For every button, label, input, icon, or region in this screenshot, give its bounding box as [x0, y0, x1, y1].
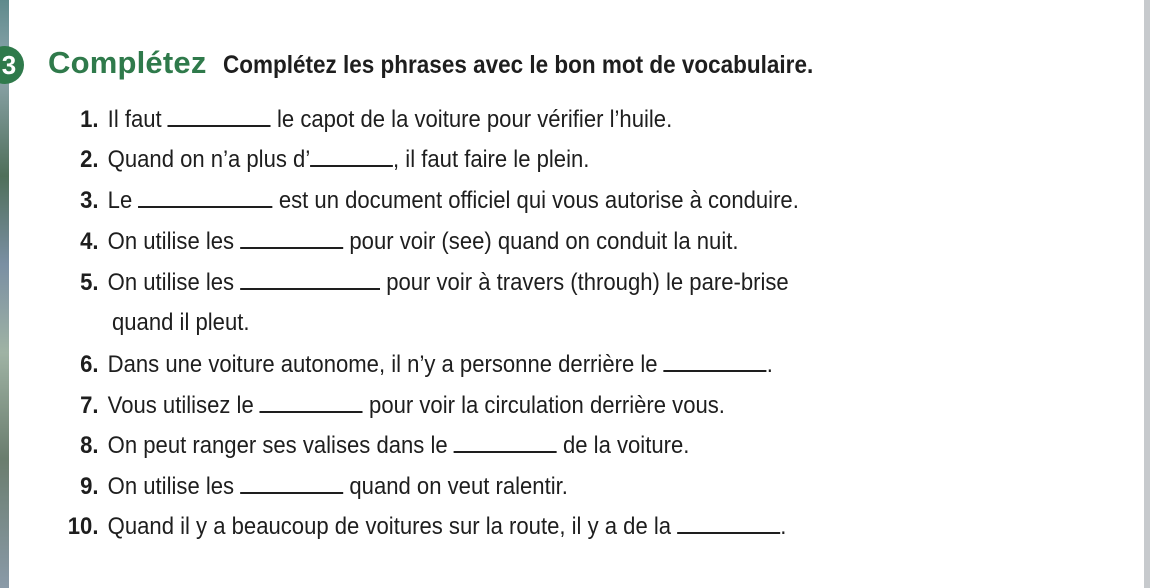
answer-blank[interactable]: [168, 109, 271, 127]
sentence-text-after: quand on veut ralentir.: [343, 473, 568, 500]
sentence-text-before: Vous utilisez le: [107, 392, 260, 419]
sentence-7: [58, 392, 725, 420]
sentence-text-before: Dans une voiture autonome, il n’y a personne derrière le: [107, 351, 664, 378]
answer-blank[interactable]: [310, 149, 393, 167]
sentence-8: [58, 432, 689, 460]
answer-blank[interactable]: [664, 354, 767, 372]
sentence-text-after: pour voir (see) quand on conduit la nuit.: [343, 228, 739, 255]
sentence-text-before: Le: [107, 187, 139, 214]
sentence-text-after: , il faut faire le plein.: [393, 146, 590, 173]
answer-blank[interactable]: [240, 231, 343, 249]
sentence-1: [58, 106, 672, 134]
sentence-number: 4.: [80, 228, 99, 255]
sentence-3: [58, 187, 799, 215]
sentence-text-after: pour voir à travers (through) le pare-brise: [380, 269, 789, 296]
sentence-6: [58, 351, 773, 379]
sentence-10: [58, 513, 786, 541]
sentence-number: 7.: [80, 392, 99, 419]
sentence-number: 6.: [80, 351, 99, 378]
answer-blank[interactable]: [260, 395, 363, 413]
sentence-number: 10.: [67, 513, 99, 540]
sentence-text-before: Il faut: [107, 106, 168, 133]
sentence-text-before: Quand on n’a plus d’: [107, 146, 311, 173]
answer-blank[interactable]: [677, 516, 780, 534]
sentence-text-after: est un document officiel qui vous autorise à conduire.: [272, 187, 799, 214]
right-scroll-edge: [1144, 0, 1150, 588]
answer-blank[interactable]: [240, 272, 380, 290]
sentence-text-before: On utilise les: [107, 228, 241, 255]
sentence-number: 3.: [80, 187, 99, 214]
sentence-text-after: de la voiture.: [556, 432, 690, 459]
sentence-text-before: Quand il y a beaucoup de voitures sur la route, il y a de la: [107, 513, 678, 540]
answer-blank[interactable]: [240, 476, 343, 494]
exercise-number-badge: [0, 46, 24, 84]
left-photo-edge: [0, 0, 9, 588]
sentence-text-before: On utilise les: [107, 473, 241, 500]
exercise-number: 3: [1, 50, 17, 80]
sentence-9: [58, 473, 568, 501]
sentence-text-after: le capot de la voiture pour vérifier l’huile.: [270, 106, 673, 133]
sentence-text-before: On utilise les: [107, 269, 241, 296]
sentence-text-after: pour voir la circulation derrière vous.: [362, 392, 725, 419]
sentence-number: 1.: [80, 106, 99, 133]
sentence-text-after: .: [780, 513, 787, 540]
sentence-2: [58, 146, 589, 174]
sentence-number: 2.: [80, 146, 99, 173]
answer-blank[interactable]: [138, 190, 272, 208]
sentence-number: 5.: [80, 269, 99, 296]
sentence-number: 9.: [80, 473, 99, 500]
sentence-5: [58, 269, 789, 297]
sentence-5-continuation: quand il pleut.: [112, 309, 250, 336]
sentence-text-before: On peut ranger ses valises dans le: [107, 432, 454, 459]
answer-blank[interactable]: [454, 435, 557, 453]
exercise-header: [48, 45, 878, 85]
sentence-4: [58, 228, 738, 256]
exercise-instructions: Complétez les phrases avec le bon mot de vocabulaire.: [222, 51, 813, 79]
exercise-title: Complétez: [48, 45, 207, 80]
sentence-number: 8.: [80, 432, 99, 459]
sentence-text-after: .: [766, 351, 773, 378]
